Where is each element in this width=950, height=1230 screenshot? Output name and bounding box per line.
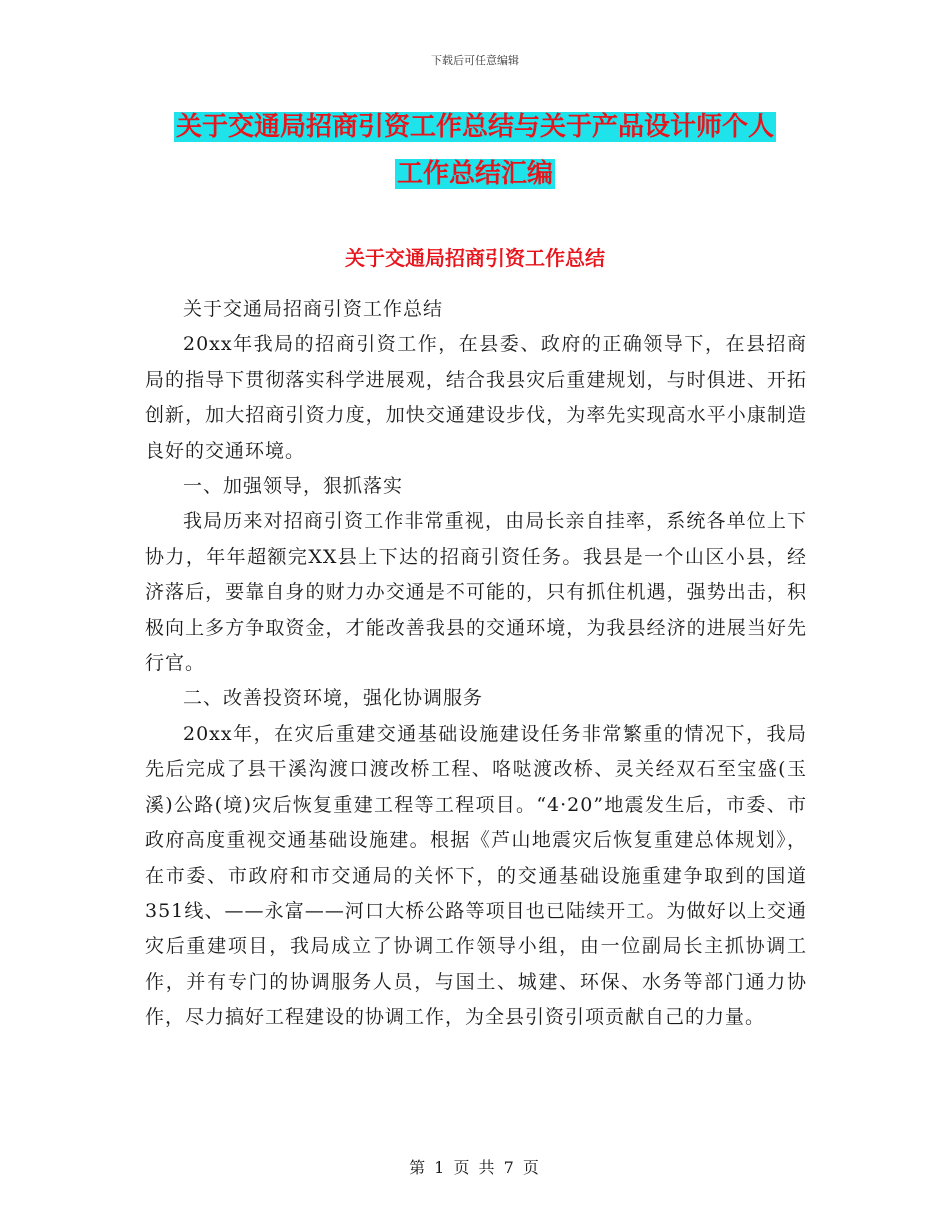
document-body [145, 292, 807, 1036]
heading-part-one: 一、加强领导，狠抓落实 [183, 475, 404, 498]
page-number-footer: 第 1 页 共 7 页 [409, 1158, 541, 1177]
header-note: 下载后可任意编辑 [431, 54, 519, 67]
paragraph-intro: 20xx年我局的招商引资工作，在县委、政府的正确领导下，在县招商局的指导下贯彻落实科学进展观，结合我县灾后重建规划，与时俱进、开拓创新，加大招商引资力度，加快交通建设步伐，为率先实现高水平小康制造良好的交通环境。 [145, 333, 807, 462]
document-title [145, 104, 805, 198]
paragraph-part-one: 我局历来对招商引资工作非常重视，由局长亲自挂率，系统各单位上下协力，年年超额完XX县上下达的招商引资任务。我县是一个山区小县，经济落后，要靠自身的财力办交通是不可能的，只有抓住机遇，强势出击，积极向上多方争取资金，才能改善我县的交通环境，为我县经济的进展当好先行官。 [145, 510, 807, 675]
document-title-line-1: 关于交通局招商引资工作总结与关于产品设计师个人 [175, 112, 774, 142]
section-title: 关于交通局招商引资工作总结 [345, 246, 605, 270]
heading-part-two: 二、改善投资环境，强化协调服务 [183, 687, 484, 710]
paragraph-part-two: 20xx年，在灾后重建交通基础设施建设任务非常繁重的情况下，我局先后完成了县干溪沟渡口渡改桥工程、咯哒渡改桥、灵关经双石至宝盛(玉溪)公路(境)灾后恢复重建工程等工程项目。“4·20”地震发生后，市委、市政府高度重视交通基础设施建。根据《芦山地震灾后恢复重建总体规划》，在市委、市政府和市交通局的关怀下，的交通基础设施重建争取到的国道351线、——永富——河口大桥公路等项目也已陆续开工。为做好以上交通灾后重建项目，我局成立了协调工作领导小组，由一位副局长主抓协调工作，并有专门的协调服务人员，与国土、城建、环保、水务等部门通力协作，尽力搞好工程建设的协调工作，为全县引资引项贡献自己的力量。 [145, 722, 807, 1029]
paragraph-subtitle: 关于交通局招商引资工作总结 [183, 298, 444, 320]
document-title-line-2: 工作总结汇编 [396, 159, 553, 189]
